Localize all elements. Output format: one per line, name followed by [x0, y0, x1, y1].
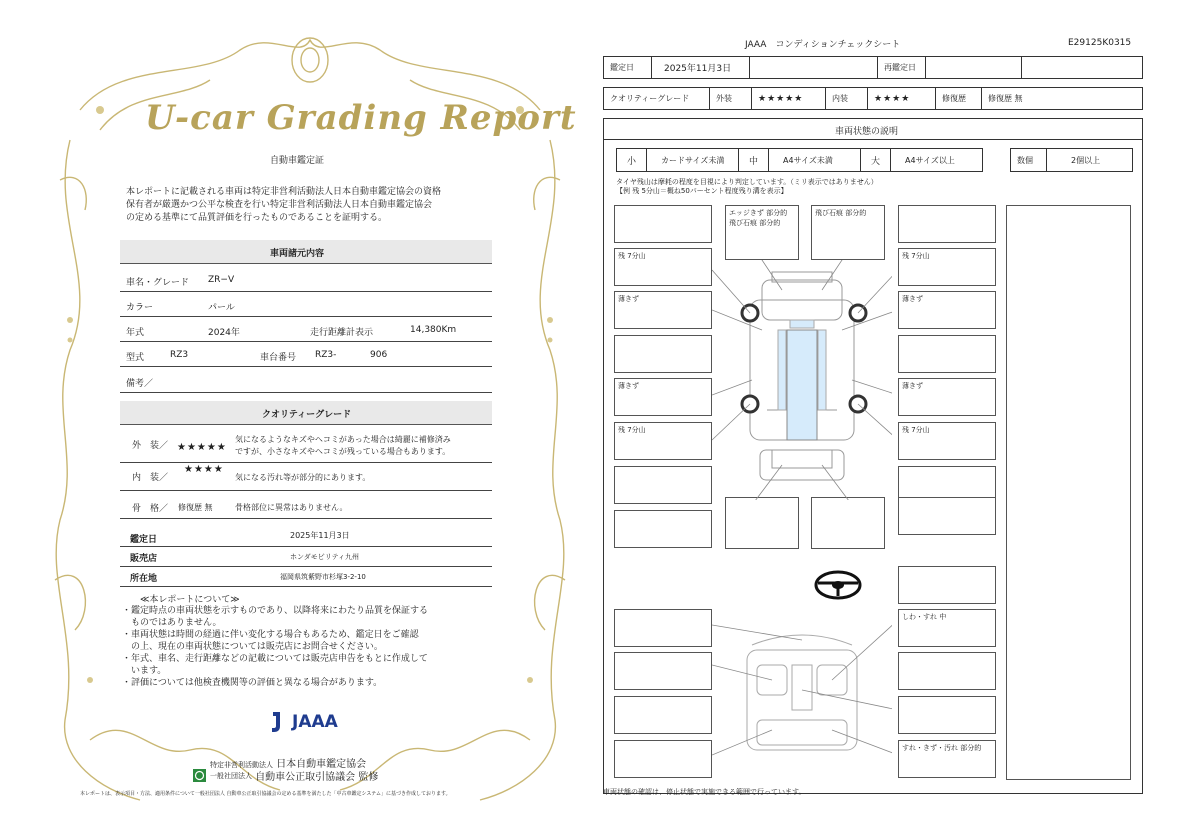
- legend-large: 大: [861, 149, 891, 171]
- repair-history-value: 修復歴 無: [988, 94, 1023, 103]
- org-line-1: 特定非営利活動法人 日本自動車鑑定協会: [210, 759, 367, 770]
- about-item: ものではありません。: [122, 618, 222, 628]
- jaaa-logo: JAAA: [270, 710, 338, 734]
- model-label: 型式: [126, 353, 145, 363]
- chassis-value-prefix: RZ3-: [315, 350, 337, 360]
- condition-section-title: 車両状態の説明: [835, 127, 899, 137]
- exterior-stars: ★★★★★: [752, 88, 826, 109]
- interior-stars: ★★★★: [184, 464, 224, 475]
- chassis-label: 車台番号: [260, 353, 297, 363]
- quality-grade-label: クオリティーグレード: [604, 88, 710, 109]
- note-box: [898, 497, 996, 535]
- note-box: [614, 652, 712, 690]
- frame-value: 修復歴 無: [178, 503, 213, 512]
- color-value: パール: [208, 303, 235, 313]
- exterior-label: 外 装／: [132, 441, 169, 451]
- note-box-left-2: 薄きず: [614, 378, 712, 416]
- car-exterior-diagram: [712, 260, 892, 500]
- note-box: [898, 205, 996, 243]
- quality-heading: クオリティーグレード: [262, 410, 352, 420]
- certificate-title: 自動車鑑定証: [270, 156, 325, 166]
- legend-count-desc: 2個以上: [1071, 155, 1101, 165]
- sheet-title: JAAA コンディションチェックシート: [745, 40, 901, 50]
- note-box: [614, 335, 712, 373]
- mileage-value: 14,380Km: [410, 325, 457, 335]
- year-label: 年式: [126, 328, 145, 338]
- legend-count: 数個: [1011, 149, 1047, 171]
- intro-text: 本レポートに記載される車両は特定非営利活動法人日本自動車鑑定協会の資格 保有者が厳選かつ公平な検査を行い特定非営利活動法人日本自動車鑑定協会 の定める基準にて品質評価を行ったものであることを証明する。: [126, 187, 442, 223]
- note-box: [898, 335, 996, 373]
- reappraisal-label: 再鑑定日: [878, 57, 926, 78]
- frame-note: 骨格部位に異常はありません。: [235, 503, 348, 512]
- note-box-right-1: 薄きず: [898, 291, 996, 329]
- note-box-rr-tire: 残 7分山: [898, 422, 996, 460]
- legend-small: 小: [617, 149, 647, 171]
- color-label: カラー: [126, 303, 154, 313]
- year-value: 2024年: [208, 328, 240, 338]
- note-box: [898, 696, 996, 734]
- frame-label: 骨 格／: [132, 504, 169, 514]
- appraisal-date-label: 鑑定日: [604, 57, 652, 78]
- legend-large-desc: A4サイズ以上: [905, 155, 955, 165]
- spec-heading: 車両諸元内容: [270, 249, 325, 259]
- note-box-rl-tire: 残 7分山: [614, 422, 712, 460]
- grade-row: [603, 87, 1143, 110]
- steering-wheel-icon: [814, 570, 862, 600]
- footer-note: 車両状態の確認は、停止状態で実施できる範囲で行っています。: [603, 788, 806, 796]
- name-label: 車名・グレード: [126, 278, 190, 288]
- interior-stars: ★★★★: [868, 88, 936, 109]
- exterior-stars: ★★★★★: [177, 442, 227, 453]
- note-box-right-2: 薄きず: [898, 378, 996, 416]
- note-box: [898, 566, 996, 604]
- date-row: [603, 56, 1143, 79]
- tire-note: タイヤ残山は摩耗の程度を目視により判定しています。（ミリ表示ではありません）: [616, 178, 878, 186]
- note-box: [725, 497, 799, 549]
- note-box-left-1: 薄きず: [614, 291, 712, 329]
- note-box-front-right: 飛び石痕 部分的: [811, 205, 885, 260]
- legend-small-desc: カードサイズ未満: [647, 149, 739, 171]
- appraisal-date-value: 2025年11月3日: [290, 531, 350, 540]
- note-box-fr-tire: 残 7分山: [898, 248, 996, 286]
- remarks-label: 備考／: [126, 379, 154, 389]
- name-value: ZR−V: [208, 275, 235, 285]
- car-interior-diagram: [712, 620, 892, 770]
- dealer-value: ホンダモビリティ九州: [290, 553, 360, 561]
- interior-label: 内装: [826, 88, 868, 109]
- note-box: [614, 740, 712, 778]
- legend-mid-desc: A4サイズ未満: [769, 149, 861, 171]
- location-value: 福岡県筑紫野市杉塚3-2-10: [280, 573, 366, 581]
- about-list: [122, 605, 502, 689]
- note-box: [614, 205, 712, 243]
- note-box: [614, 696, 712, 734]
- appraisal-date-label: 鑑定日: [130, 535, 158, 545]
- chassis-value-suffix: 906: [370, 350, 388, 360]
- jaaa-logo-icon: [270, 710, 290, 734]
- note-box-interior-1: しわ・すれ 中: [898, 609, 996, 647]
- note-box-interior-5: すれ・きず・汚れ 部分的: [898, 740, 996, 778]
- about-item: います。: [122, 666, 167, 676]
- note-box: [898, 652, 996, 690]
- location-label: 所在地: [130, 574, 158, 584]
- dealer-label: 販売店: [130, 554, 158, 564]
- footnote: 本レポートは、表示項目・方法、適用条件について一般社団法人 自動車公正取引協議会の定める基準を満たした「中古車鑑定システム」に基づき作成しております。: [80, 791, 451, 797]
- about-item: の上、現在の車両状態については販売店にお問合せください。: [122, 642, 383, 652]
- repair-history-label: 修復歴: [936, 88, 982, 109]
- appraisal-date-value: 2025年11月3日: [652, 57, 750, 78]
- model-value: RZ3: [170, 350, 189, 360]
- note-box-front-left: エッジきず 部分的 飛び石痕 部分的: [725, 205, 799, 260]
- legend-mid: 中: [739, 149, 769, 171]
- interior-note: 気になる汚れ等が部分的にあります。: [235, 473, 371, 482]
- org-line-2: 一般社団法人 自動車公正取引協議会 監修: [193, 768, 378, 783]
- interior-label: 内 装／: [132, 473, 169, 483]
- tire-example: 【例 残 5分山＝概ね50パーセント程度残り溝を表示】: [616, 187, 788, 195]
- fair-trade-icon: [193, 769, 206, 782]
- note-box: [614, 466, 712, 504]
- count-legend: [1010, 148, 1133, 172]
- about-item: ・評価については他検査機関等の評価と異なる場合があります。: [122, 678, 383, 688]
- exterior-note: 気になるようなキズやヘコミがあった場合は綺麗に補修済み ですが、小さなキズやヘコミが残っている場合もあります。: [235, 435, 451, 456]
- document-id: E29125K0315: [1068, 38, 1132, 48]
- mileage-label: 走行距離計表示: [310, 328, 374, 338]
- exterior-label: 外装: [710, 88, 752, 109]
- note-box: [614, 510, 712, 548]
- about-heading: ≪本レポートについて≫: [140, 595, 240, 605]
- about-item: ・車両状態は時間の経過に伴い変化する場合もあるため、鑑定日をご確認: [122, 630, 419, 640]
- size-legend: [616, 148, 983, 172]
- report-script-title: U-car Grading Report: [145, 98, 577, 138]
- note-box: [614, 609, 712, 647]
- about-item: ・鑑定時点の車両状態を示すものであり、以降将来にわたり品質を保証する: [122, 606, 429, 616]
- note-box: [811, 497, 885, 549]
- note-box-fl-tire: 残 7分山: [614, 248, 712, 286]
- about-item: ・年式、車名、走行距離などの記載については販売店申告をもとに作成して: [122, 654, 428, 664]
